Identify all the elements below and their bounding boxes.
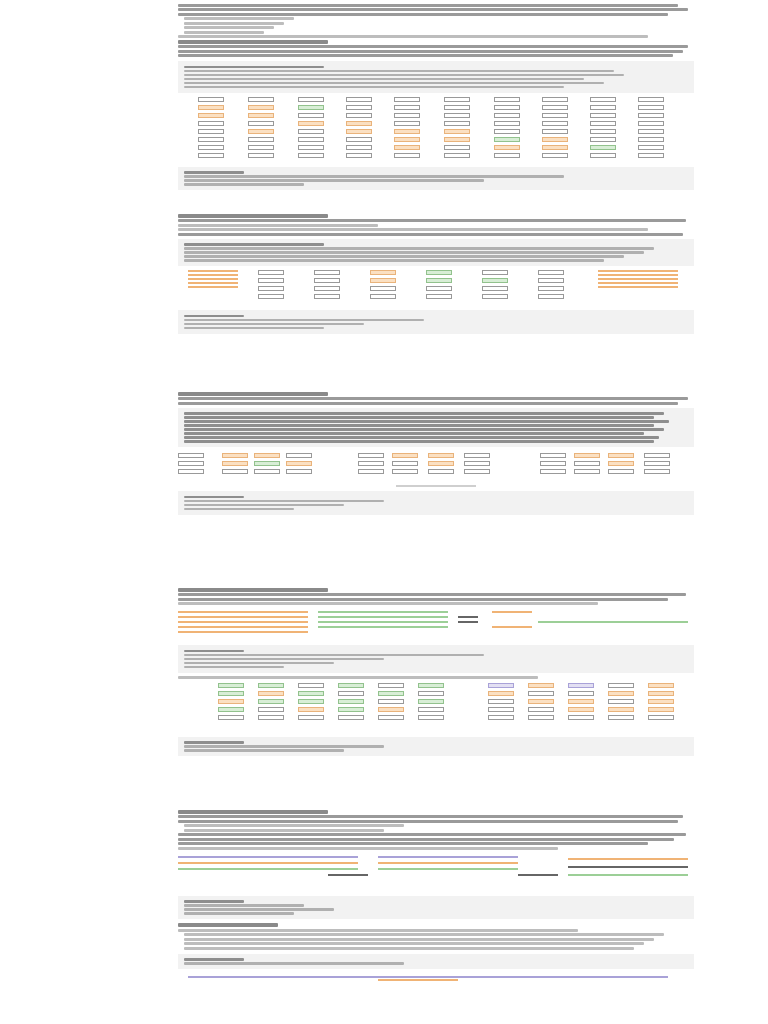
section-1 (178, 38, 694, 190)
bottom-strip-diagram (178, 973, 694, 983)
line-diagram (178, 854, 694, 892)
output-block (178, 896, 694, 920)
section-heading (178, 810, 328, 814)
output-block (178, 645, 694, 673)
output-block (178, 310, 694, 334)
strip-diagram (178, 609, 694, 641)
output-block (178, 167, 694, 191)
section-heading (178, 40, 328, 44)
output-block (178, 737, 694, 757)
section-3 (178, 390, 694, 515)
section-5 (178, 808, 694, 983)
array-diagram (178, 270, 694, 306)
code-block (178, 239, 694, 267)
output-block (178, 491, 694, 515)
array-diagram (178, 97, 694, 161)
section-heading (178, 588, 328, 592)
intro-block (178, 2, 694, 40)
grid-diagram (178, 453, 694, 483)
document-page (178, 0, 694, 1024)
section-2 (178, 212, 694, 334)
output-block (178, 954, 694, 970)
section-heading (178, 214, 328, 218)
flow-diagram (178, 683, 694, 733)
code-block (178, 61, 694, 93)
code-block (178, 408, 694, 448)
section-heading (178, 392, 328, 396)
section-4 (178, 586, 694, 756)
